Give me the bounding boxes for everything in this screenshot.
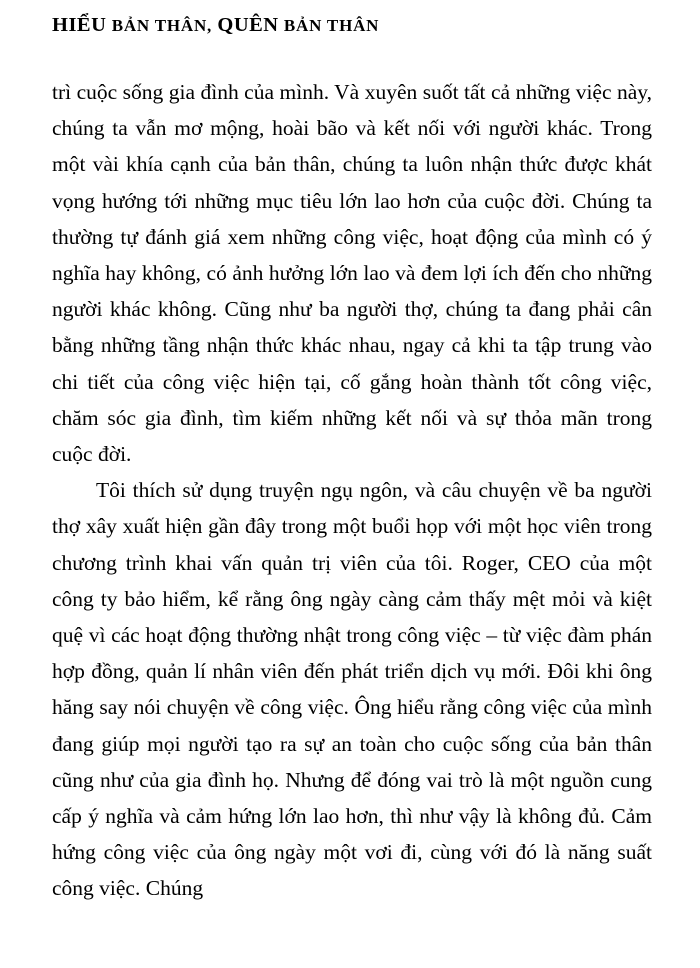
- running-head-part2-rest: BẢN THÂN: [283, 16, 380, 35]
- running-head-part1-caps: HIỂU: [52, 14, 107, 36]
- running-head-part2-caps: QUÊN: [217, 14, 279, 36]
- paragraph: Tôi thích sử dụng truyện ngụ ngôn, và câu chuyện về ba người thợ xây xuất hiện gần đây trong một buổi họp với một học viên trong chương trình khai vấn quản trị viên của tôi. Roger, CEO của một công ty bảo hiểm, kể rằng ông ngày càng cảm thấy mệt mỏi và kiệt quệ vì các hoạt động thường nhật trong công việc – từ việc đàm phán hợp đồng, quản lí nhân viên đến phát triển dịch vụ mới. Đôi khi ông hăng say nói chuyện về công việc. Ông hiểu rằng công việc của mình đang giúp mọi người tạo ra sự an toàn cho cuộc sống của bản thân cũng như của gia đình họ. Nhưng để đóng vai trò là một nguồn cung cấp ý nghĩa và cảm hứng lớn lao hơn, thì như vậy là không đủ. Cảm hứng công việc của ông ngày một vơi đi, cùng với đó là năng suất công việc. Chúng: [52, 478, 652, 901]
- running-head: [52, 14, 648, 37]
- running-head-part1-rest: BẢN THÂN,: [111, 16, 213, 35]
- paragraph: trì cuộc sống gia đình của mình. Và xuyên suốt tất cả những việc này, chúng ta vẫn mơ mộng, hoài bão và kết nối với người khác. Trong một vài khía cạnh của bản thân, chúng ta luôn nhận thức được khát vọng hướng tới những mục tiêu lớn lao hơn của cuộc đời. Chúng ta thường tự đánh giá xem những công việc, hoạt động của mình có ý nghĩa hay không, có ảnh hưởng lớn lao và đem lợi ích đến cho những người khác không. Cũng như ba người thợ, chúng ta đang phải cân bằng những tầng nhận thức khác nhau, ngay cả khi ta tập trung vào chi tiết của công việc hiện tại, cố gắng hoàn thành tốt công việc, chăm sóc gia đình, tìm kiếm những kết nối và sự thỏa mãn trong cuộc đời.: [52, 80, 652, 467]
- body-text: [52, 74, 652, 907]
